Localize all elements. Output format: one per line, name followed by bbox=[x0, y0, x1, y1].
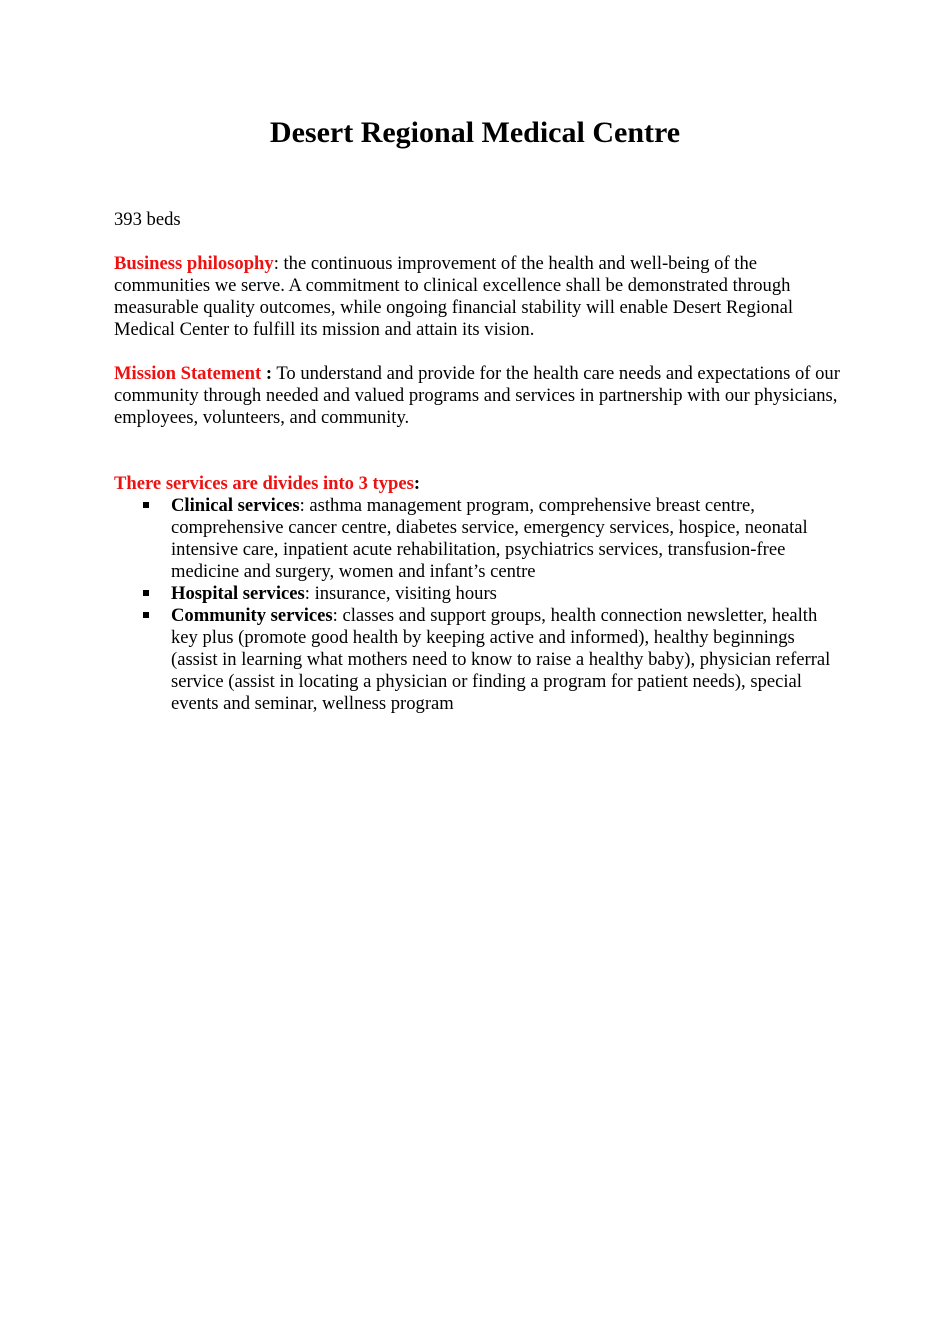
mission-statement-paragraph bbox=[114, 363, 844, 429]
square-bullet-icon bbox=[143, 502, 149, 508]
hospital-services-text: : insurance, visiting hours bbox=[304, 583, 497, 604]
business-philosophy-label: Business philosophy bbox=[114, 253, 274, 274]
services-heading-text: There services are divides into 3 types bbox=[114, 473, 414, 494]
services-heading bbox=[114, 473, 844, 495]
document-title: Desert Regional Medical Centre bbox=[269, 116, 681, 149]
business-philosophy-paragraph bbox=[114, 253, 844, 341]
clinical-services-label: Clinical services bbox=[171, 495, 300, 516]
list-item-hospital-services bbox=[114, 583, 844, 605]
mission-statement-text: To understand and provide for the health care needs and expectations of our community through needed and valued programs and services in partnership with our physicians, employees, volunteers, and community. bbox=[114, 363, 840, 428]
mission-statement-colon: : bbox=[265, 363, 273, 384]
list-item-clinical-services bbox=[114, 495, 844, 583]
square-bullet-icon bbox=[143, 590, 149, 596]
square-bullet-icon bbox=[143, 612, 149, 618]
clinical-services-text: : asthma management program, comprehensive breast centre, comprehensive cancer centre, diabetes service, emergency services, hospice, neonatal intensive care, inpatient acute rehabilitation, psychiatrics services, transfusion-free medicine and surgery, women and infant’s centre bbox=[171, 495, 808, 582]
services-list bbox=[114, 495, 844, 715]
community-services-label: Community services bbox=[171, 605, 333, 626]
list-item-community-services bbox=[114, 605, 844, 715]
hospital-services-label: Hospital services bbox=[171, 583, 305, 604]
services-heading-colon: : bbox=[413, 473, 421, 494]
mission-statement-label: Mission Statement bbox=[114, 363, 266, 384]
community-services-text: : classes and support groups, health connection newsletter, health key plus (promote good health by keeping active and informed), healthy beginnings (assist in learning what mothers need to know to raise a healthy baby), physician referral service (assist in locating a physician or finding a program for patient needs), special events and seminar, wellness program bbox=[171, 605, 831, 714]
business-philosophy-text: : the continuous improvement of the health and well-being of the communities we serve. A commitment to clinical excellence shall be demonstrated through measurable quality outcomes, while ongoing financial stability will enable Desert Regional Medical Center to fulfill its mission and attain its vision. bbox=[114, 253, 794, 340]
beds-count: 393 beds bbox=[114, 209, 181, 230]
